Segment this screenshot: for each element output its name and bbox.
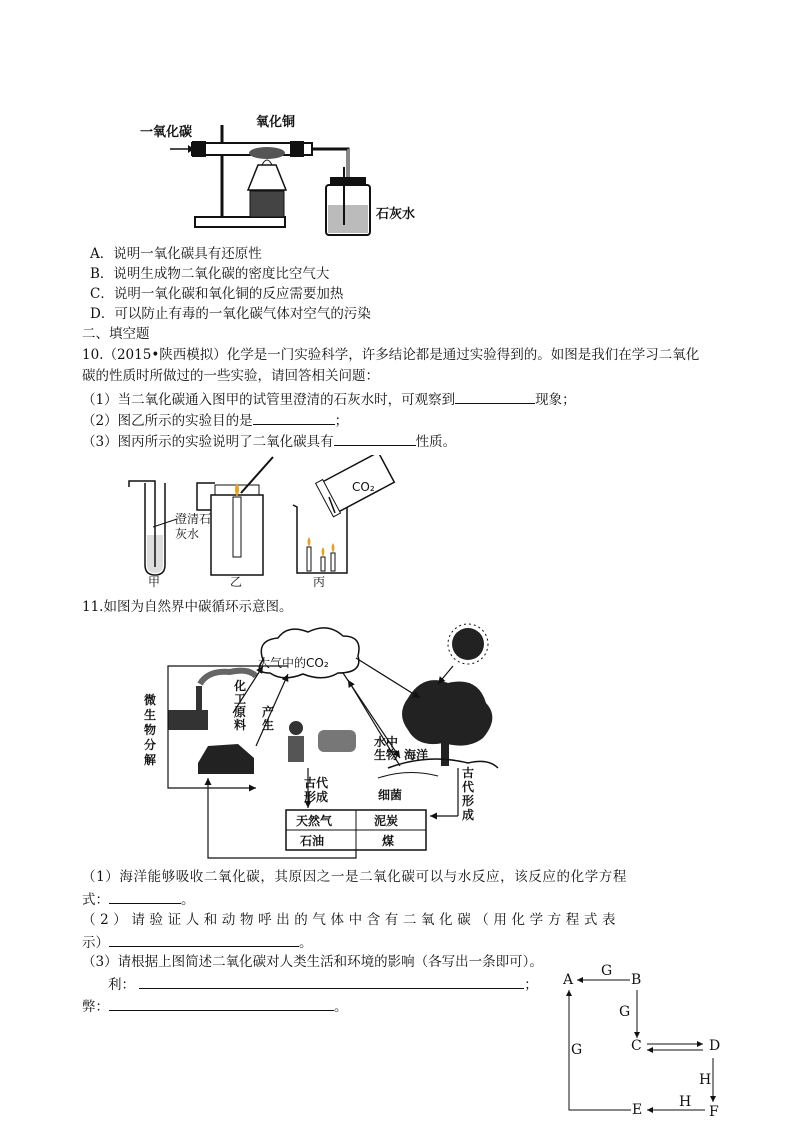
figure-co-cuo-apparatus [130,105,416,240]
label-co: 一氧化碳 [140,125,193,140]
node-c: C [631,1038,642,1054]
q11-harm-line: 弊： 。 [82,996,348,1016]
q10-part2-tail: ； [334,413,349,429]
q10-part1-text: （1）当二氧化碳通入图甲的试管里澄清的石灰水时，可观察到 [82,392,456,408]
label-ancient-formed-right: 古代形成 [462,766,475,822]
section-title: 二、填空题 [82,326,150,342]
label-oil: 石油 [300,834,325,848]
q11-answer-blank-harm[interactable] [109,996,334,1011]
q10-answer-blank-1[interactable] [455,389,535,404]
label-ocean: 海洋 [404,748,429,762]
option-a: A．说明一氧化碳具有还原性 [90,246,262,262]
edge-label-fe: H [679,1094,692,1110]
label-cuo: 氧化铜 [256,115,296,130]
node-f: F [709,1104,719,1120]
q10-stem-line2: 碳的性质时所做过的一些实验，请回答相关问题： [82,368,379,384]
q11-part1-line2: 式： 。 [82,889,195,909]
q11-stem: 11.如图为自然界中碳循环示意图。 [82,599,293,615]
q10-part3-text: （3）图丙所示的实验说明了二氧化碳具有 [82,434,334,450]
q10-answer-blank-3[interactable] [334,431,416,446]
q11-answer-blank-1[interactable] [109,889,181,904]
label-ancient-formed-left: 古代形成 [304,776,329,804]
label-water-life: 水中生物 [374,735,399,762]
q10-part1-tail: 现象； [535,392,576,408]
q10-part1 [82,389,576,409]
label-clear-limewater: 澄清石灰水 [175,512,212,541]
q10-part2 [82,410,348,430]
edge-label-df: H [699,1072,712,1088]
option-c: C．说明一氧化碳和氧化铜的反应需要加热 [90,286,344,302]
node-d: D [709,1038,721,1054]
label-natural-gas: 天然气 [296,814,333,828]
q11-benefit-label: 利： [108,977,135,993]
edge-label-bc: G [619,1004,631,1020]
label-atm-co2: 大气中的CO₂ [258,656,329,670]
figure-carbon-cycle [138,618,508,863]
label-microbe-decomposition: 微生物分解 [144,693,157,767]
label-yi: 乙 [230,575,243,589]
option-d: D．可以防止有毒的一氧化碳气体对空气的污染 [90,306,371,322]
q10-part2-text: （2）图乙所示的实验目的是 [82,413,253,429]
label-jia: 甲 [148,575,161,589]
q10-answer-blank-2[interactable] [253,410,335,425]
figure-letter-graph [555,960,735,1120]
label-peat: 泥炭 [374,814,399,828]
edge-label-ba: G [601,963,613,979]
q11-harm-label: 弊： [82,999,109,1015]
node-e: E [632,1102,643,1118]
q11-answer-blank-2[interactable] [109,932,299,947]
node-a: A [563,972,574,988]
q10-part3 [82,431,456,451]
q11-part2-line1: （2）请验证人和动物呼出的气体中含有二氧化碳（用化学方程式表 [82,912,621,928]
q11-answer-blank-benefit[interactable] [139,974,524,989]
node-b: B [631,972,642,988]
label-bacteria: 细菌 [378,788,403,802]
q11-part1-line1: （1）海洋能够吸收二氧化碳，其原因之一是二氧化碳可以与水反应，该反应的化学方程 [82,869,627,885]
q11-part1-label: 式： [82,892,109,908]
label-produce: 产生 [262,705,275,732]
label-bing: 丙 [313,575,326,589]
figure-co2-experiments [115,455,415,595]
label-chem-feedstock: 化工原料 [234,679,247,732]
q11-part3: （3）请根据上图简述二氧化碳对人类生活和环境的影响（各写出一条即可）。 [82,954,543,970]
label-limewater: 石灰水 [376,207,416,222]
label-coal: 煤 [382,834,395,848]
edge-label-ea: G [571,1042,583,1058]
q10-stem-line1: 10.（2015•陕西模拟）化学是一门实验科学，许多结论都是通过实验得到的。如图是我们在学习二氧化 [82,347,700,363]
q10-part3-tail: 性质。 [415,434,457,450]
option-b: B．说明生成物二氧化碳的密度比空气大 [90,266,330,282]
label-co2-jar: CO₂ [352,480,375,494]
q11-benefit-line: 利： ； [108,974,538,994]
q11-part2-label: 示） [82,935,109,951]
letter-graph-drawing [555,960,735,1120]
q11-part2-line2: 示） 。 [82,932,313,952]
